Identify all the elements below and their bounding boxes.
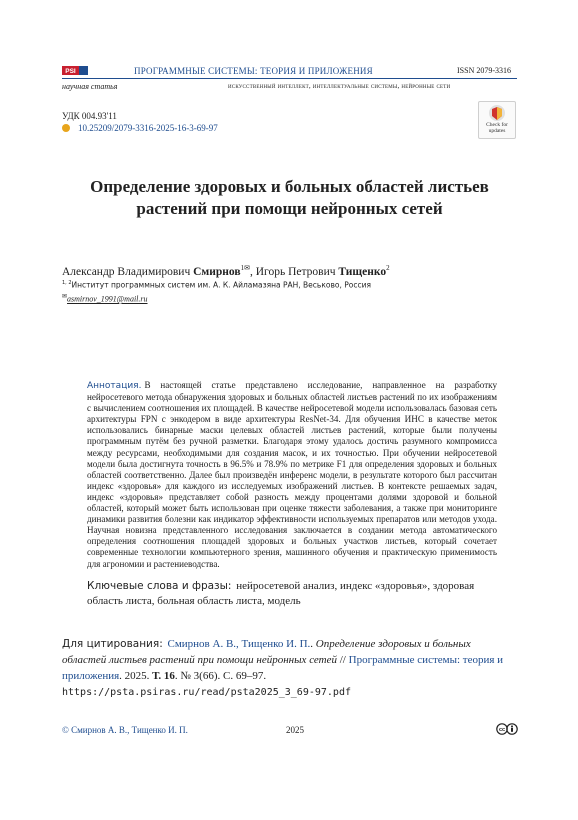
cc-by-icon[interactable]: [496, 723, 518, 735]
authors-line: Александр Владимирович Смирнов$^{1✉}$, Игорь Петрович Тищенко$^2$: [62, 264, 390, 278]
citation-volume: Т. 16: [152, 670, 175, 682]
journal-title: ПРОГРАММНЫЕ СИСТЕМЫ: ТЕОРИЯ И ПРИЛОЖЕНИЯ: [134, 66, 373, 76]
author-2-surname: Тищенко: [338, 265, 387, 278]
doi-icon: [62, 124, 70, 132]
doi-link[interactable]: 10.25209/2079-3316-2025-16-3-69-97: [78, 123, 218, 133]
keywords-text: нейросетевой анализ, индекс «здоровья», здоровая область листа, больная область листа, модель: [87, 580, 475, 607]
author-1-surname: Смирнов: [193, 265, 241, 278]
footer-year: 2025: [286, 725, 304, 735]
issn: ISSN 2079-3316: [457, 66, 512, 75]
author-1-mark: 1✉: [240, 264, 250, 272]
footer-copyright: © Смирнов А. В., Тищенко И. П.: [62, 725, 188, 735]
crossmark-icon: [479, 104, 515, 124]
envelope-icon: ✉: [62, 294, 68, 300]
crossmark-label: Check for updates: [486, 122, 508, 134]
udc-code: УДК 004.93'11: [62, 111, 117, 121]
author-2-mark: 2: [386, 264, 390, 272]
citation-journal[interactable]: Программные системы: теория и приложения: [62, 654, 504, 682]
citation-authors[interactable]: Смирнов А. В., Тищенко И. П.: [167, 638, 311, 650]
svg-text:cc: cc: [498, 727, 506, 734]
citation: Для цитирования: Смирнов А. В., Тищенко И. П.. Определение здоровых и больных областей листьев растений при помощи нейронных сетей // Программные системы: теория и приложения. 2025. Т. 16. № 3(66). С. 69–97. https://psta.psiras.ru/read/psta2025_3_69-97.pdf: [62, 638, 504, 698]
check-for-updates-badge[interactable]: [478, 101, 516, 139]
article-title: Определение здоровых и больных областей листьев растений при помощи нейронных сетей: [90, 177, 489, 218]
logo-text: PSI: [65, 68, 76, 75]
doi-row[interactable]: [62, 123, 218, 133]
keywords-label: Ключевые слова и фразы:: [87, 580, 232, 592]
article-kind: научная статья: [62, 82, 118, 91]
affiliation: $^{1, 2}$Институт программных систем им. А. К. Айламазяна РАН, Веськово, Россия: [62, 280, 371, 290]
abstract: [87, 380, 497, 570]
email-row[interactable]: [62, 293, 148, 304]
keywords: [87, 579, 512, 609]
subject-area: искусственный интеллект, интеллектуальные системы, нейронные сети: [228, 82, 451, 90]
abstract-label: Аннотация.: [87, 381, 142, 391]
abstract-text: В настоящей статье представлено исследование, направленное на разработку нейросетевого метода обнаружения здоровых и больных областей листьев растений по их изображениям с вычислением соотношения их площадей. В качестве нейросетевой модели использовалась базовая сеть архитектуры FPN с энкодером в виде архитектуры ResNet-34. Для обучения ИНС в качестве меток использовались бинарные маски целевых областей листьев растений, которые были получены программным путём без ручной разметки. Благодаря этому удалось достичь разумного компромисса между ресурсами, необходимыми для создания масок, и их точностью. При обучении нейросетевой модели была достигнута точность в 96.5% и 78.9% по метрике F1 для определения здоровых и больных областей соответственно. Далее был произведён инференс модели, в результате которого был рассчитан индекс «здоровья» для каждого из исследуемых изображений листьев. В контексте решаемых задач, индекс «здоровья» представляет собой разность между процентами долями здоровой и больной областей, который может быть использован при оценке тяжести заболевания, а также при мониторинге динамики развития болезни как индикатор эффективности используемых препаратов или методов ухода. Научная новизна представленного исследования заключается в создании метода автоматического определения соотношения площадей здоровых и больных участков листьев, который сочетает современные технологии компьютерного зрения, машинного обучения и практическую применимость для агрономии и растениеводства.: [87, 380, 497, 569]
journal-logo: [62, 66, 88, 75]
citation-url[interactable]: https://psta.psiras.ru/read/psta2025_3_69-97.pdf: [62, 687, 351, 698]
author-2-given-name: Игорь Петрович: [255, 265, 339, 278]
header-rule: [62, 78, 517, 79]
citation-label: Для цитирования:: [62, 638, 163, 650]
author-email: asmirnov_1991@mail.ru: [67, 294, 148, 304]
author-1-given-name: Александр Владимирович: [62, 265, 194, 278]
citation-title: Определение здоровых и больных областей листьев растений при помощи нейронных сетей: [62, 638, 471, 666]
